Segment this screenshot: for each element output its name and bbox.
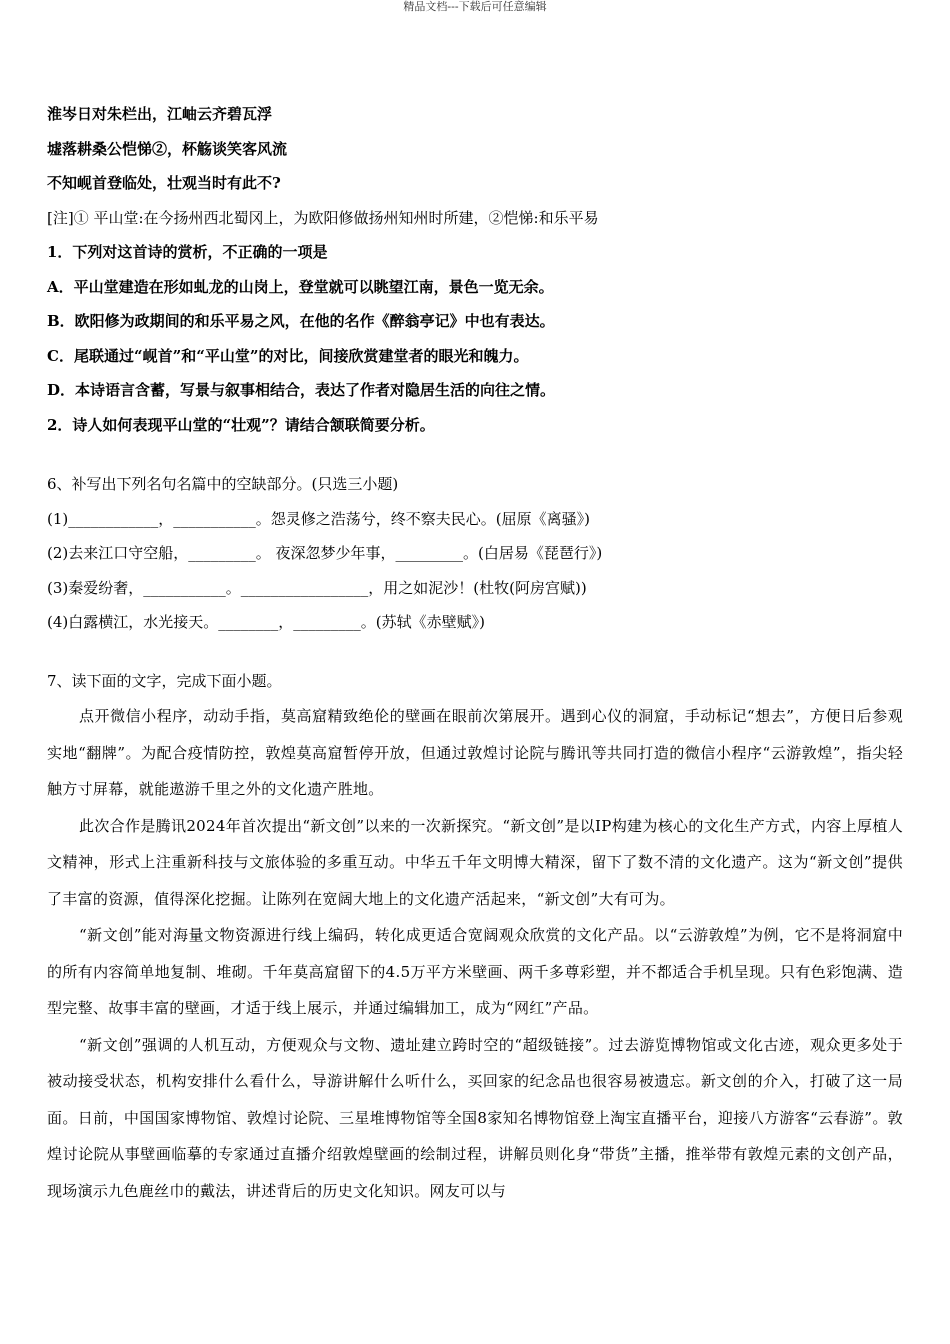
question-1-option-a: A．平山堂建造在形如虬龙的山岗上，登堂就可以眺望江南，景色一览无余。: [47, 277, 554, 296]
item-prefix: (4)白露横江，水光接天。: [47, 613, 219, 631]
poem-line-1: 淮岑日对朱栏出，江岫云齐碧瓦浮: [47, 105, 273, 123]
passage-paragraph-1: 点开微信小程序，动动手指，莫高窟精致绝伦的壁画在眼前次第展开。遇到心仪的洞窟，手动标记“想去”，方便日后参观实地“翻牌”。为配合疫情防控，敦煌莫高窟暂停开放，但通过敦煌讨论院与腾讯等共同打造的微信小程序“云游敦煌”，指尖轻触方寸屏幕，就能遨游千里之外的文化遗产胜地。: [47, 707, 903, 798]
question-6-item-3: [47, 571, 903, 606]
fill-blank: _________________: [240, 578, 369, 597]
passage-paragraph-2: 此次合作是腾讯2024年首次提出“新文创”以来的一次新探究。“新文创”是以IP构建为核心的文化生产方式，内容上厚植人文精神，形式上注重新科技与文旅体验的多重互动。中华五千年文明博大精深，留下了数不清的文化遗产。这为“新文创”提供了丰富的资源，值得深化挖掘。让陈列在宽阔大地上的文化遗产活起来，“新文创”大有可为。: [47, 816, 903, 908]
question-7-title: 7、读下面的文字，完成下面小题。: [47, 671, 282, 690]
item-suffix: ，用之如泥沙！(杜牧(阿房宫赋)): [368, 578, 587, 597]
document-body: [47, 97, 903, 1209]
item-prefix: (2)去来江口守空船，: [47, 544, 189, 562]
item-separator: ，: [278, 613, 294, 631]
poem-line-3: 不知岘首登临处，壮观当时有此不?: [47, 174, 281, 192]
fill-blank: _________: [188, 544, 256, 562]
passage-paragraph-4: “新文创”强调的人机互动，方便观众与文物、遗址建立跨时空的“超级链接”。过去游览博物馆或文化古迹，观众更多处于被动接受状态，机构安排什么看什么，导游讲解什么听什么，买回家的纪念品也很容易被遗忘。新文创的介入，打破了这一局面。日前，中国国家博物馆、敦煌讨论院、三星堆博物馆等全国8家知名博物馆登上淘宝直播平台，迎接八方游客“云春游”。敦煌讨论院从事壁画临摹的专家通过直播介绍敦煌壁画的绘制过程，讲解员则化身“带货”主播，推举带有敦煌元素的文创产品，现场演示九色鹿丝巾的戴法，讲述背后的历史文化知识。网友可以与: [47, 1035, 903, 1200]
item-separator: ，: [158, 509, 174, 528]
item-separator: 。: [225, 578, 241, 597]
passage-paragraph-3: “新文创”能对海量文物资源进行线上编码，转化成更适合宽阔观众欣赏的文化产品。以“云游敦煌”为例，它不是将洞窟中的所有内容简单地复制、堆砌。千年莫高窟留下的4.5万平方米壁画、两千多尊彩塑，并不都适合手机呈现。只有色彩饱满、造型完整、故事丰富的壁画，才适于线上展示，并通过编辑加工，成为“网红”产品。: [47, 926, 903, 1017]
poem-note: [注]① 平山堂:在今扬州西北蜀冈上，为欧阳修做扬州知州时所建，②恺悌:和乐平易: [47, 208, 599, 227]
question-2-stem: 2．诗人如何表现平山堂的“壮观”？请结合颔联简要分析。: [47, 415, 435, 434]
item-suffix: 。怨灵修之浩荡兮，终不察夫民心。(屈原《离骚》): [255, 509, 590, 528]
fill-blank: ___________: [173, 509, 256, 528]
item-separator: 。 夜深忽梦少年事，: [255, 544, 396, 562]
fill-blank: _________: [395, 544, 464, 562]
question-6-item-4: [47, 605, 903, 640]
fill-blank: ___________: [143, 578, 226, 597]
poem-line-2: 墟落耕桑公恺悌②，杯觞谈笑客风流: [47, 139, 288, 158]
item-prefix: (1): [47, 509, 69, 528]
item-prefix: (3)秦爱纷奢，: [47, 578, 144, 597]
question-6-item-1: [47, 502, 903, 537]
question-1-option-b: B．欧阳修为政期间的和乐平易之风，在他的名作《醉翁亭记》中也有表达。: [47, 312, 555, 330]
fill-blank: ________: [218, 613, 279, 631]
question-1-stem: 1．下列对这首诗的赏析，不正确的一项是: [47, 243, 328, 261]
fill-blank: ____________: [68, 509, 159, 528]
fill-blank: _________: [293, 613, 361, 631]
question-6-item-2: [47, 536, 903, 571]
question-6-title: 6、补写出下列名句名篇中的空缺部分。(只选三小题): [47, 475, 399, 493]
item-suffix: 。(白居易《琵琶行》): [463, 544, 603, 562]
item-suffix: 。(苏轼《赤壁赋》): [360, 613, 485, 631]
question-1-option-d: D．本诗语言含蓄，写景与叙事相结合，表达了作者对隐居生活的向往之情。: [47, 381, 556, 399]
page-header: 精品文档---下载后可任意编辑: [403, 0, 547, 13]
question-1-option-c: C．尾联通过“岘首”和“平山堂”的对比，间接欣赏建堂者的眼光和魄力。: [47, 346, 529, 365]
